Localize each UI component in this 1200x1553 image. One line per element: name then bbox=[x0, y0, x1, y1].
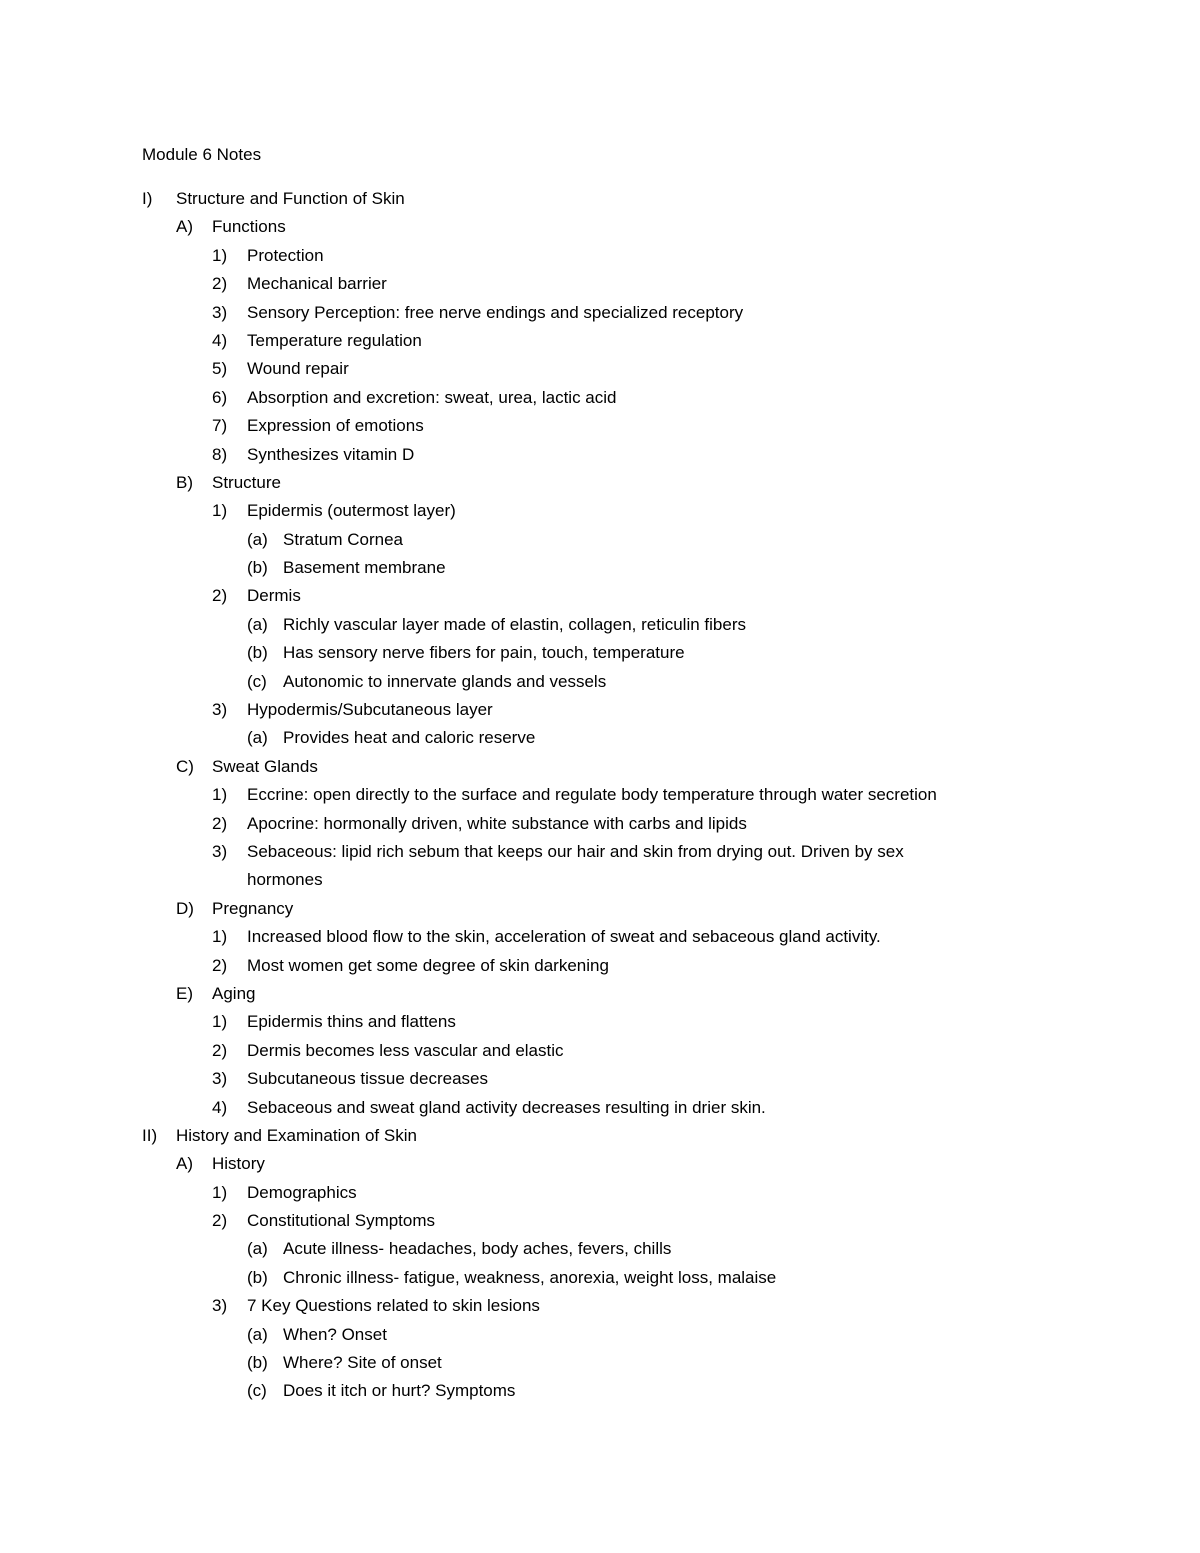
outline-item-text: hormones bbox=[247, 870, 323, 890]
outline-item-level-2 bbox=[0, 841, 1200, 869]
outline-item-level-2 bbox=[0, 387, 1200, 415]
outline-item-level-2 bbox=[0, 955, 1200, 983]
outline-item-text: Has sensory nerve fibers for pain, touch, temperature bbox=[283, 643, 685, 663]
outline-item-text: Most women get some degree of skin darkening bbox=[247, 955, 609, 975]
outline-item-label: (b) bbox=[247, 558, 268, 578]
outline-item-level-3 bbox=[0, 1324, 1200, 1352]
outline-item-text: Sensory Perception: free nerve endings and specialized receptory bbox=[247, 302, 744, 322]
outline-item-level-2 bbox=[0, 273, 1200, 301]
outline-item-label: 1) bbox=[212, 927, 228, 947]
outline-item-level-2 bbox=[0, 699, 1200, 727]
outline-item-level-1 bbox=[0, 983, 1200, 1011]
outline-item-label: (a) bbox=[247, 728, 268, 748]
outline-list bbox=[0, 188, 1200, 1409]
outline-item-label: 4) bbox=[212, 330, 228, 350]
outline-item-level-2 bbox=[0, 1040, 1200, 1068]
outline-item-label: 3) bbox=[212, 302, 228, 322]
outline-item-label: 1) bbox=[212, 1182, 228, 1202]
outline-item-label: 6) bbox=[212, 387, 228, 407]
outline-item-level-3 bbox=[0, 529, 1200, 557]
outline-item-label: 2) bbox=[212, 955, 228, 975]
outline-item-label: 7) bbox=[212, 416, 228, 436]
outline-item-level-2 bbox=[0, 1068, 1200, 1096]
outline-item-text: Dermis becomes less vascular and elastic bbox=[247, 1040, 564, 1060]
outline-item-text: Increased blood flow to the skin, acceleration of sweat and sebaceous gland activity. bbox=[247, 927, 881, 947]
outline-item-level-2 bbox=[0, 330, 1200, 358]
outline-item-label: (b) bbox=[247, 643, 268, 663]
outline-item-text: Richly vascular layer made of elastin, collagen, reticulin fibers bbox=[283, 614, 746, 634]
outline-item-continuation bbox=[0, 869, 1200, 897]
outline-item-level-2 bbox=[0, 245, 1200, 273]
outline-item-level-2 bbox=[0, 1097, 1200, 1125]
outline-item-level-2 bbox=[0, 415, 1200, 443]
outline-item-level-3 bbox=[0, 1380, 1200, 1408]
outline-item-level-3 bbox=[0, 642, 1200, 670]
outline-item-level-2 bbox=[0, 1011, 1200, 1039]
outline-item-label: II) bbox=[142, 1125, 158, 1145]
outline-item-text: Chronic illness- fatigue, weakness, anorexia, weight loss, malaise bbox=[283, 1267, 777, 1287]
outline-item-label: 2) bbox=[212, 1211, 228, 1231]
outline-item-label: 2) bbox=[212, 1040, 228, 1060]
outline-item-level-3 bbox=[0, 557, 1200, 585]
outline-item-label: A) bbox=[176, 1154, 193, 1174]
outline-item-level-1 bbox=[0, 1153, 1200, 1181]
outline-item-label: D) bbox=[176, 898, 194, 918]
outline-item-level-2 bbox=[0, 784, 1200, 812]
outline-item-level-2 bbox=[0, 926, 1200, 954]
outline-item-text: When? Onset bbox=[283, 1324, 387, 1344]
outline-item-text: Does it itch or hurt? Symptoms bbox=[283, 1381, 516, 1401]
outline-item-level-3 bbox=[0, 1352, 1200, 1380]
outline-item-text: Apocrine: hormonally driven, white substance with carbs and lipids bbox=[247, 813, 747, 833]
outline-item-text: History bbox=[212, 1154, 265, 1174]
outline-item-text: Where? Site of onset bbox=[283, 1353, 442, 1373]
outline-item-text: Autonomic to innervate glands and vessels bbox=[283, 671, 607, 691]
outline-item-label: (c) bbox=[247, 1381, 267, 1401]
outline-item-text: Expression of emotions bbox=[247, 416, 424, 436]
outline-item-level-1 bbox=[0, 216, 1200, 244]
outline-item-level-2 bbox=[0, 1295, 1200, 1323]
outline-item-text: Aging bbox=[212, 983, 256, 1003]
outline-item-text: Epidermis (outermost layer) bbox=[247, 501, 456, 521]
outline-item-text: Structure bbox=[212, 472, 281, 492]
outline-item-text: Hypodermis/Subcutaneous layer bbox=[247, 700, 493, 720]
outline-item-label: 2) bbox=[212, 813, 228, 833]
outline-item-label: (a) bbox=[247, 1239, 268, 1259]
outline-item-label: 1) bbox=[212, 245, 228, 265]
outline-item-label: (a) bbox=[247, 529, 268, 549]
outline-item-level-2 bbox=[0, 358, 1200, 386]
outline-item-text: Mechanical barrier bbox=[247, 274, 387, 294]
outline-item-label: 1) bbox=[212, 501, 228, 521]
outline-item-label: 2) bbox=[212, 586, 228, 606]
outline-item-level-3 bbox=[0, 1238, 1200, 1266]
outline-item-level-0 bbox=[0, 188, 1200, 216]
outline-item-level-1 bbox=[0, 756, 1200, 784]
outline-item-text: Dermis bbox=[247, 586, 301, 606]
outline-item-text: Sebaceous: lipid rich sebum that keeps our hair and skin from drying out. Driven by sex bbox=[247, 841, 904, 861]
outline-item-text: History and Examination of Skin bbox=[176, 1125, 417, 1145]
outline-item-label: 1) bbox=[212, 785, 228, 805]
outline-item-level-1 bbox=[0, 898, 1200, 926]
outline-item-label: (a) bbox=[247, 614, 268, 634]
outline-item-level-2 bbox=[0, 813, 1200, 841]
outline-item-label: 1) bbox=[212, 1012, 228, 1032]
outline-item-label: (b) bbox=[247, 1353, 268, 1373]
outline-item-text: Eccrine: open directly to the surface and regulate body temperature through water secretion bbox=[247, 785, 937, 805]
outline-item-label: 3) bbox=[212, 1069, 228, 1089]
outline-item-label: I) bbox=[142, 189, 153, 208]
outline-item-level-3 bbox=[0, 727, 1200, 755]
outline-item-text: Basement membrane bbox=[283, 558, 446, 578]
outline-item-text: Sweat Glands bbox=[212, 756, 318, 776]
outline-item-level-3 bbox=[0, 614, 1200, 642]
outline-item-level-3 bbox=[0, 671, 1200, 699]
outline-item-label: 3) bbox=[212, 1296, 228, 1316]
outline-item-text: 7 Key Questions related to skin lesions bbox=[247, 1296, 540, 1316]
outline-item-label: B) bbox=[176, 472, 193, 492]
outline-item-text: Constitutional Symptoms bbox=[247, 1211, 436, 1231]
outline-item-text: Structure and Function of Skin bbox=[176, 189, 405, 208]
outline-item-text: Subcutaneous tissue decreases bbox=[247, 1069, 488, 1089]
outline-item-text: Stratum Cornea bbox=[283, 529, 403, 549]
outline-item-label: 3) bbox=[212, 841, 228, 861]
outline-item-label: 5) bbox=[212, 359, 228, 379]
outline-item-level-2 bbox=[0, 1182, 1200, 1210]
outline-item-label: 4) bbox=[212, 1097, 228, 1117]
outline-item-text: Synthesizes vitamin D bbox=[247, 444, 415, 464]
outline-item-label: (a) bbox=[247, 1324, 268, 1344]
outline-item-label: E) bbox=[176, 983, 193, 1003]
document-title: Module 6 Notes bbox=[142, 145, 262, 164]
outline-item-level-2 bbox=[0, 500, 1200, 528]
outline-item-text: Provides heat and caloric reserve bbox=[283, 728, 536, 748]
outline-item-label: 2) bbox=[212, 274, 228, 294]
outline-item-level-0 bbox=[0, 1125, 1200, 1153]
outline-item-level-2 bbox=[0, 444, 1200, 472]
outline-item-label: C) bbox=[176, 756, 194, 776]
outline-item-text: Epidermis thins and flattens bbox=[247, 1012, 456, 1032]
outline-item-text: Absorption and excretion: sweat, urea, lactic acid bbox=[247, 387, 617, 407]
outline-item-label: 3) bbox=[212, 700, 228, 720]
outline-item-label: 8) bbox=[212, 444, 228, 464]
outline-item-label: (b) bbox=[247, 1267, 268, 1287]
outline-item-text: Wound repair bbox=[247, 359, 349, 379]
outline-item-text: Demographics bbox=[247, 1182, 357, 1202]
outline-item-level-2 bbox=[0, 1210, 1200, 1238]
outline-item-text: Pregnancy bbox=[212, 898, 294, 918]
outline-item-text: Functions bbox=[212, 217, 286, 237]
outline-item-level-2 bbox=[0, 585, 1200, 613]
outline-item-level-3 bbox=[0, 1267, 1200, 1295]
outline-item-text: Acute illness- headaches, body aches, fevers, chills bbox=[283, 1239, 672, 1259]
outline-item-text: Protection bbox=[247, 245, 324, 265]
outline-item-label: (c) bbox=[247, 671, 267, 691]
outline-item-text: Temperature regulation bbox=[247, 330, 422, 350]
outline-item-label: A) bbox=[176, 217, 193, 237]
outline-item-level-1 bbox=[0, 472, 1200, 500]
outline-item-level-2 bbox=[0, 302, 1200, 330]
outline-item-text: Sebaceous and sweat gland activity decreases resulting in drier skin. bbox=[247, 1097, 766, 1117]
